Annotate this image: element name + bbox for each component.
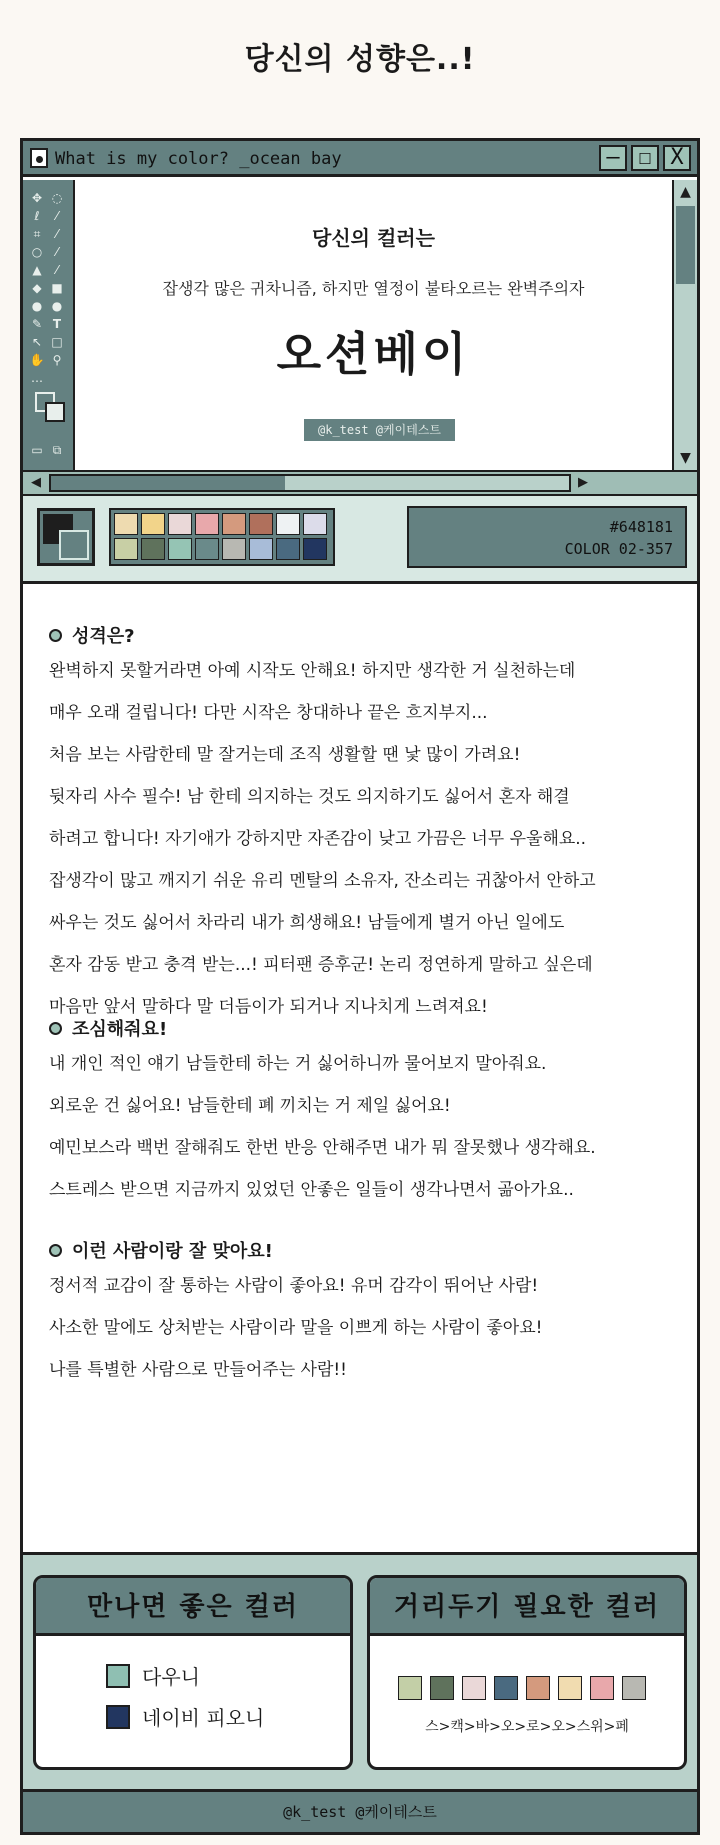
good-color-item bbox=[106, 1702, 264, 1731]
horizontal-scroll-thumb[interactable] bbox=[51, 476, 285, 490]
canvas-subtitle: 잡생각 많은 귀차니즘, 하지만 열정이 불타오르는 완벽주의자 bbox=[162, 279, 585, 298]
magic-wand-tool-icon[interactable]: ⁄ bbox=[55, 209, 58, 223]
palette-swatch[interactable] bbox=[303, 538, 327, 560]
bad-color-swatch bbox=[558, 1676, 582, 1700]
horizontal-scroll-track[interactable] bbox=[49, 474, 571, 492]
marquee-tool-icon[interactable]: ◌ bbox=[51, 191, 63, 205]
text-line: 뒷자리 사수 필수! 남 한테 의지하는 것도 의지하기도 싫어서 혼자 해결 bbox=[49, 787, 570, 807]
section-heading-caution bbox=[49, 1015, 167, 1041]
bad-color-swatch bbox=[398, 1676, 422, 1700]
palette-swatch[interactable] bbox=[222, 513, 246, 535]
section-heading-personality bbox=[49, 622, 135, 648]
section-title: 조심해줘요! bbox=[72, 1019, 168, 1040]
section-lines-match bbox=[49, 1265, 542, 1391]
bad-color-swatch bbox=[462, 1676, 486, 1700]
canvas-area bbox=[75, 180, 672, 470]
text-line: 스트레스 받으면 지금까지 있었던 안좋은 일들이 생각나면서 곪아가요.. bbox=[49, 1180, 574, 1200]
bad-color-swatches bbox=[398, 1676, 646, 1700]
palette-swatch[interactable] bbox=[249, 513, 273, 535]
palette-swatch[interactable] bbox=[114, 513, 138, 535]
good-color-name: 네이비 피오니 bbox=[142, 1706, 265, 1730]
text-line: 예민보스라 백번 잘해줘도 한번 반응 안해주면 내가 뭐 잘못했나 생각해요. bbox=[49, 1138, 596, 1158]
color-code: COLOR 02-357 bbox=[564, 540, 673, 558]
lasso-tool-icon[interactable]: ℓ bbox=[34, 209, 40, 223]
section-title: 성격은? bbox=[72, 626, 135, 647]
canvas-heading: 당신의 컬러는 bbox=[312, 226, 435, 250]
palette-swatch[interactable] bbox=[195, 513, 219, 535]
shape-tool-icon[interactable]: □ bbox=[51, 335, 63, 349]
scroll-down-icon[interactable]: ▼ bbox=[680, 450, 691, 466]
bullet-icon bbox=[49, 629, 62, 642]
secondary-color-swatch bbox=[59, 530, 89, 560]
text-line: 내 개인 적인 얘기 남들한테 하는 거 싫어하니까 물어보지 말아줘요. bbox=[49, 1054, 547, 1074]
section-title: 이런 사람이랑 잘 맞아요! bbox=[72, 1241, 273, 1262]
color-swatch bbox=[106, 1664, 130, 1688]
maximize-button[interactable]: ☐ bbox=[631, 145, 659, 171]
current-color-swatch[interactable] bbox=[37, 508, 95, 566]
color-swatch bbox=[106, 1705, 130, 1729]
palette-swatch[interactable] bbox=[222, 538, 246, 560]
section-lines-caution bbox=[49, 1043, 596, 1211]
section-lines-personality bbox=[49, 650, 596, 1028]
section-heading-match bbox=[49, 1237, 273, 1263]
blur-tool-icon[interactable]: ● bbox=[31, 299, 43, 313]
zoom-tool-icon[interactable]: ⚲ bbox=[52, 353, 62, 367]
bad-color-swatch bbox=[622, 1676, 646, 1700]
text-line: 외로운 건 싫어요! 남들한테 폐 끼치는 거 제일 싫어요! bbox=[49, 1096, 451, 1116]
text-line: 사소한 말에도 상처받는 사람이라 말을 이쁘게 하는 사람이 좋아요! bbox=[49, 1318, 543, 1338]
tool-panel bbox=[23, 180, 75, 470]
stamp-tool-icon[interactable]: ▲ bbox=[32, 263, 42, 277]
palette-swatch[interactable] bbox=[276, 538, 300, 560]
move-tool-icon[interactable]: ✥ bbox=[31, 191, 43, 205]
text-line: 마음만 앞서 말하다 말 더듬이가 되거나 지나치게 느려져요! bbox=[49, 997, 488, 1017]
eyedropper-tool-icon[interactable]: ⁄ bbox=[55, 227, 58, 241]
hand-tool-icon[interactable]: ✋ bbox=[29, 353, 45, 367]
palette-swatch[interactable] bbox=[249, 538, 273, 560]
background-color-swatch[interactable] bbox=[45, 402, 65, 422]
dodge-tool-icon[interactable]: ● bbox=[51, 299, 63, 313]
palette-swatch[interactable] bbox=[303, 513, 327, 535]
app-window bbox=[20, 138, 700, 1835]
footer-tag: @k_test @케이테스트 bbox=[23, 1789, 697, 1832]
path-select-tool-icon[interactable]: ↖ bbox=[31, 335, 43, 349]
text-line: 정서적 교감이 잘 통하는 사람이 좋아요! 유머 감각이 뛰어난 사람! bbox=[49, 1276, 539, 1296]
bad-color-swatch bbox=[430, 1676, 454, 1700]
good-color-name: 다우니 bbox=[142, 1665, 200, 1689]
bullet-icon bbox=[49, 1022, 62, 1035]
text-line: 나를 특별한 사람으로 만들어주는 사람!! bbox=[49, 1360, 347, 1380]
brush-tool-icon[interactable]: ⁄ bbox=[55, 245, 58, 259]
text-line: 완벽하지 못할거라면 아예 시작도 안해요! 하지만 생각한 거 실천하는데 bbox=[49, 661, 576, 681]
crop-tool-icon[interactable]: ⌗ bbox=[33, 227, 41, 241]
horizontal-scrollbar[interactable] bbox=[23, 470, 697, 494]
color-name: 오션베이 bbox=[276, 327, 471, 381]
text-line: 하려고 합니다! 자기애가 강하지만 자존감이 낮고 가끔은 너무 우울해요.. bbox=[49, 829, 587, 849]
title-bar[interactable] bbox=[23, 141, 697, 177]
text-line: 매우 오래 걸립니다! 다만 시작은 창대하나 끝은 흐지부지... bbox=[49, 703, 488, 723]
canvas-tag: @k_test @케이테스트 bbox=[304, 419, 455, 441]
heal-tool-icon[interactable]: ○ bbox=[31, 245, 43, 259]
good-colors-title: 만나면 좋은 컬러 bbox=[36, 1578, 350, 1636]
palette-strip bbox=[23, 494, 697, 584]
bad-color-swatch bbox=[526, 1676, 550, 1700]
more-tools-icon[interactable]: … bbox=[31, 371, 43, 385]
vertical-scroll-thumb[interactable] bbox=[676, 206, 695, 284]
palette-swatch[interactable] bbox=[195, 538, 219, 560]
good-colors-card bbox=[33, 1575, 353, 1770]
bullet-icon bbox=[49, 1244, 62, 1257]
text-line: 처음 보는 사람한테 말 잘거는데 조직 생활할 땐 낯 많이 가려요! bbox=[49, 745, 521, 765]
scroll-up-icon[interactable]: ▲ bbox=[680, 184, 691, 200]
quick-mask-icon[interactable]: ▭ bbox=[31, 443, 43, 457]
eraser-tool-icon[interactable]: ◆ bbox=[32, 281, 42, 295]
gradient-tool-icon[interactable]: ■ bbox=[51, 281, 63, 295]
good-color-item bbox=[106, 1661, 200, 1690]
palette-swatch[interactable] bbox=[114, 538, 138, 560]
screen-mode-icon[interactable]: ⧉ bbox=[52, 443, 62, 457]
page-heading: 당신의 성향은..! bbox=[244, 42, 476, 77]
hex-readout bbox=[407, 506, 687, 568]
swatch-grid bbox=[109, 508, 335, 566]
document-icon bbox=[30, 148, 48, 168]
close-button[interactable]: X bbox=[663, 145, 691, 171]
palette-swatch[interactable] bbox=[276, 513, 300, 535]
palette-swatch[interactable] bbox=[168, 538, 192, 560]
type-tool-icon[interactable]: T bbox=[52, 317, 62, 331]
bad-colors-caption: 스>캑>바>오>로>오>스위>페 bbox=[425, 1719, 629, 1735]
palette-swatch[interactable] bbox=[168, 513, 192, 535]
bad-colors-card bbox=[367, 1575, 687, 1770]
hex-value: #648181 bbox=[609, 518, 673, 536]
minimize-button[interactable]: — bbox=[599, 145, 627, 171]
bad-colors-title: 거리두기 필요한 컬러 bbox=[370, 1578, 684, 1636]
bad-color-swatch bbox=[590, 1676, 614, 1700]
palette-swatch[interactable] bbox=[141, 538, 165, 560]
text-line: 싸우는 것도 싫어서 차라리 내가 희생해요! 남들에게 별거 아닌 일에도 bbox=[49, 913, 565, 933]
vertical-scrollbar[interactable] bbox=[672, 180, 697, 470]
text-line: 잡생각이 많고 깨지기 쉬운 유리 멘탈의 소유자, 잔소리는 귀찮아서 안하고 bbox=[49, 871, 596, 891]
compatibility-section bbox=[23, 1552, 697, 1789]
window-title: What is my color? _ocean bay bbox=[55, 149, 342, 169]
scroll-left-icon[interactable]: ◀ bbox=[31, 475, 41, 490]
text-line: 혼자 감동 받고 충격 받는...! 피터팬 증후군! 논리 정연하게 말하고 싶은데 bbox=[49, 955, 593, 975]
history-brush-tool-icon[interactable]: ⁄ bbox=[55, 263, 58, 277]
scroll-right-icon[interactable]: ▶ bbox=[578, 475, 588, 490]
palette-swatch[interactable] bbox=[141, 513, 165, 535]
bad-color-swatch bbox=[494, 1676, 518, 1700]
pen-tool-icon[interactable]: ✎ bbox=[31, 317, 43, 331]
